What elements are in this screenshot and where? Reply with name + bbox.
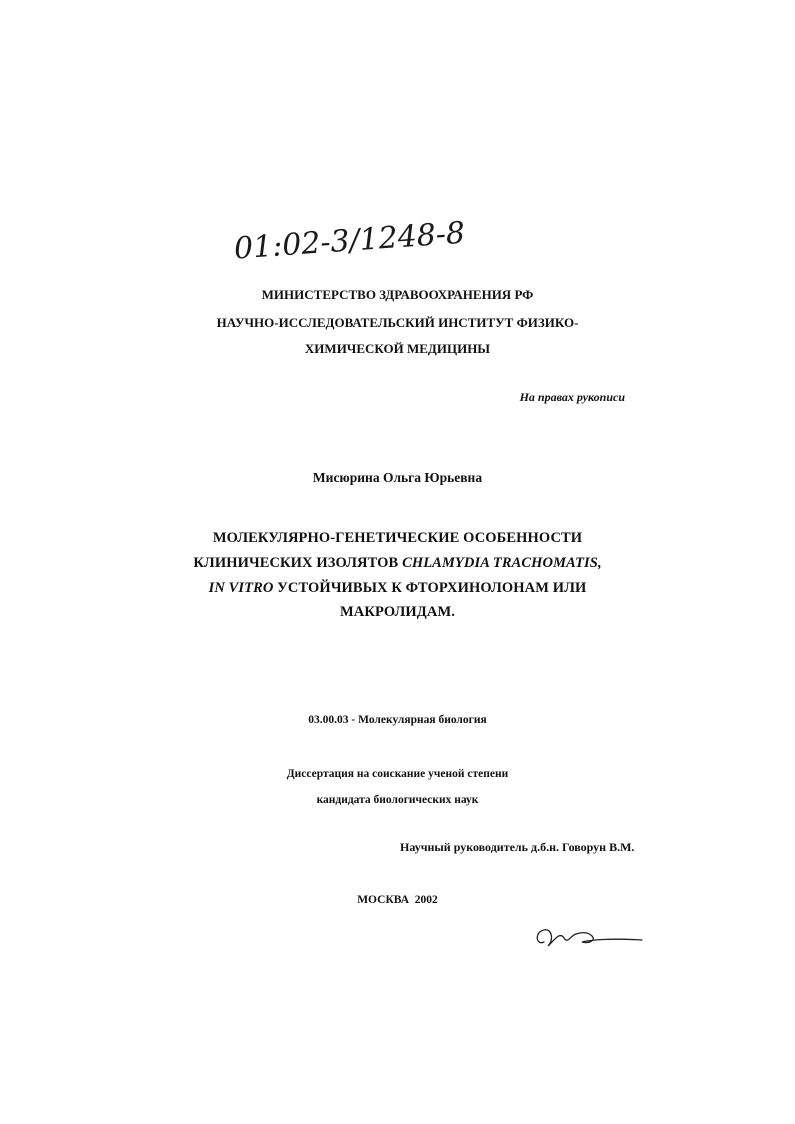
city-year: МОСКВА 2002 [357,894,438,906]
author-name: Мисюрина Ольга Юрьевна [312,470,483,485]
title-line3 [0,580,795,596]
title-line3-russian: УСТОЙЧИВЫХ К ФТОРХИНОЛОНАМ ИЛИ [273,580,587,596]
title-line2 [0,555,795,571]
degree-line1: Диссертация на соискание ученой степени [286,768,509,780]
scientific-advisor: Научный руководитель д.б.н. Говорун В.М. [400,840,635,854]
title-species-name: CHLAMYDIA TRACHOMATIS, [402,555,602,571]
title-in-vitro: IN VITRO [208,580,274,596]
handwritten-code-text: 01:02-3/1248-8 [232,215,467,267]
handwritten-signature [530,918,650,958]
institute-heading-line1: НАУЧНО-ИССЛЕДОВАТЕЛЬСКИЙ ИНСТИТУТ ФИЗИКО- [216,315,579,330]
handwritten-registration-code [228,212,488,274]
specialty-code: 03.00.03 - Молекулярная биология [308,714,487,726]
title-line4: МАКРОЛИДАМ. [340,604,455,620]
ministry-heading: МИНИСТЕРСТВО ЗДРАВООХРАНЕНИЯ РФ [261,287,534,302]
institute-heading-line2: ХИМИЧЕСКОЙ МЕДИЦИНЫ [304,341,491,356]
manuscript-note: На правах рукописи [519,390,625,404]
degree-line2: кандидата биологических наук [316,794,479,806]
title-line2-russian: КЛИНИЧЕСКИХ ИЗОЛЯТОВ [193,555,403,571]
title-line1: МОЛЕКУЛЯРНО-ГЕНЕТИЧЕСКИЕ ОСОБЕННОСТИ [212,530,583,546]
